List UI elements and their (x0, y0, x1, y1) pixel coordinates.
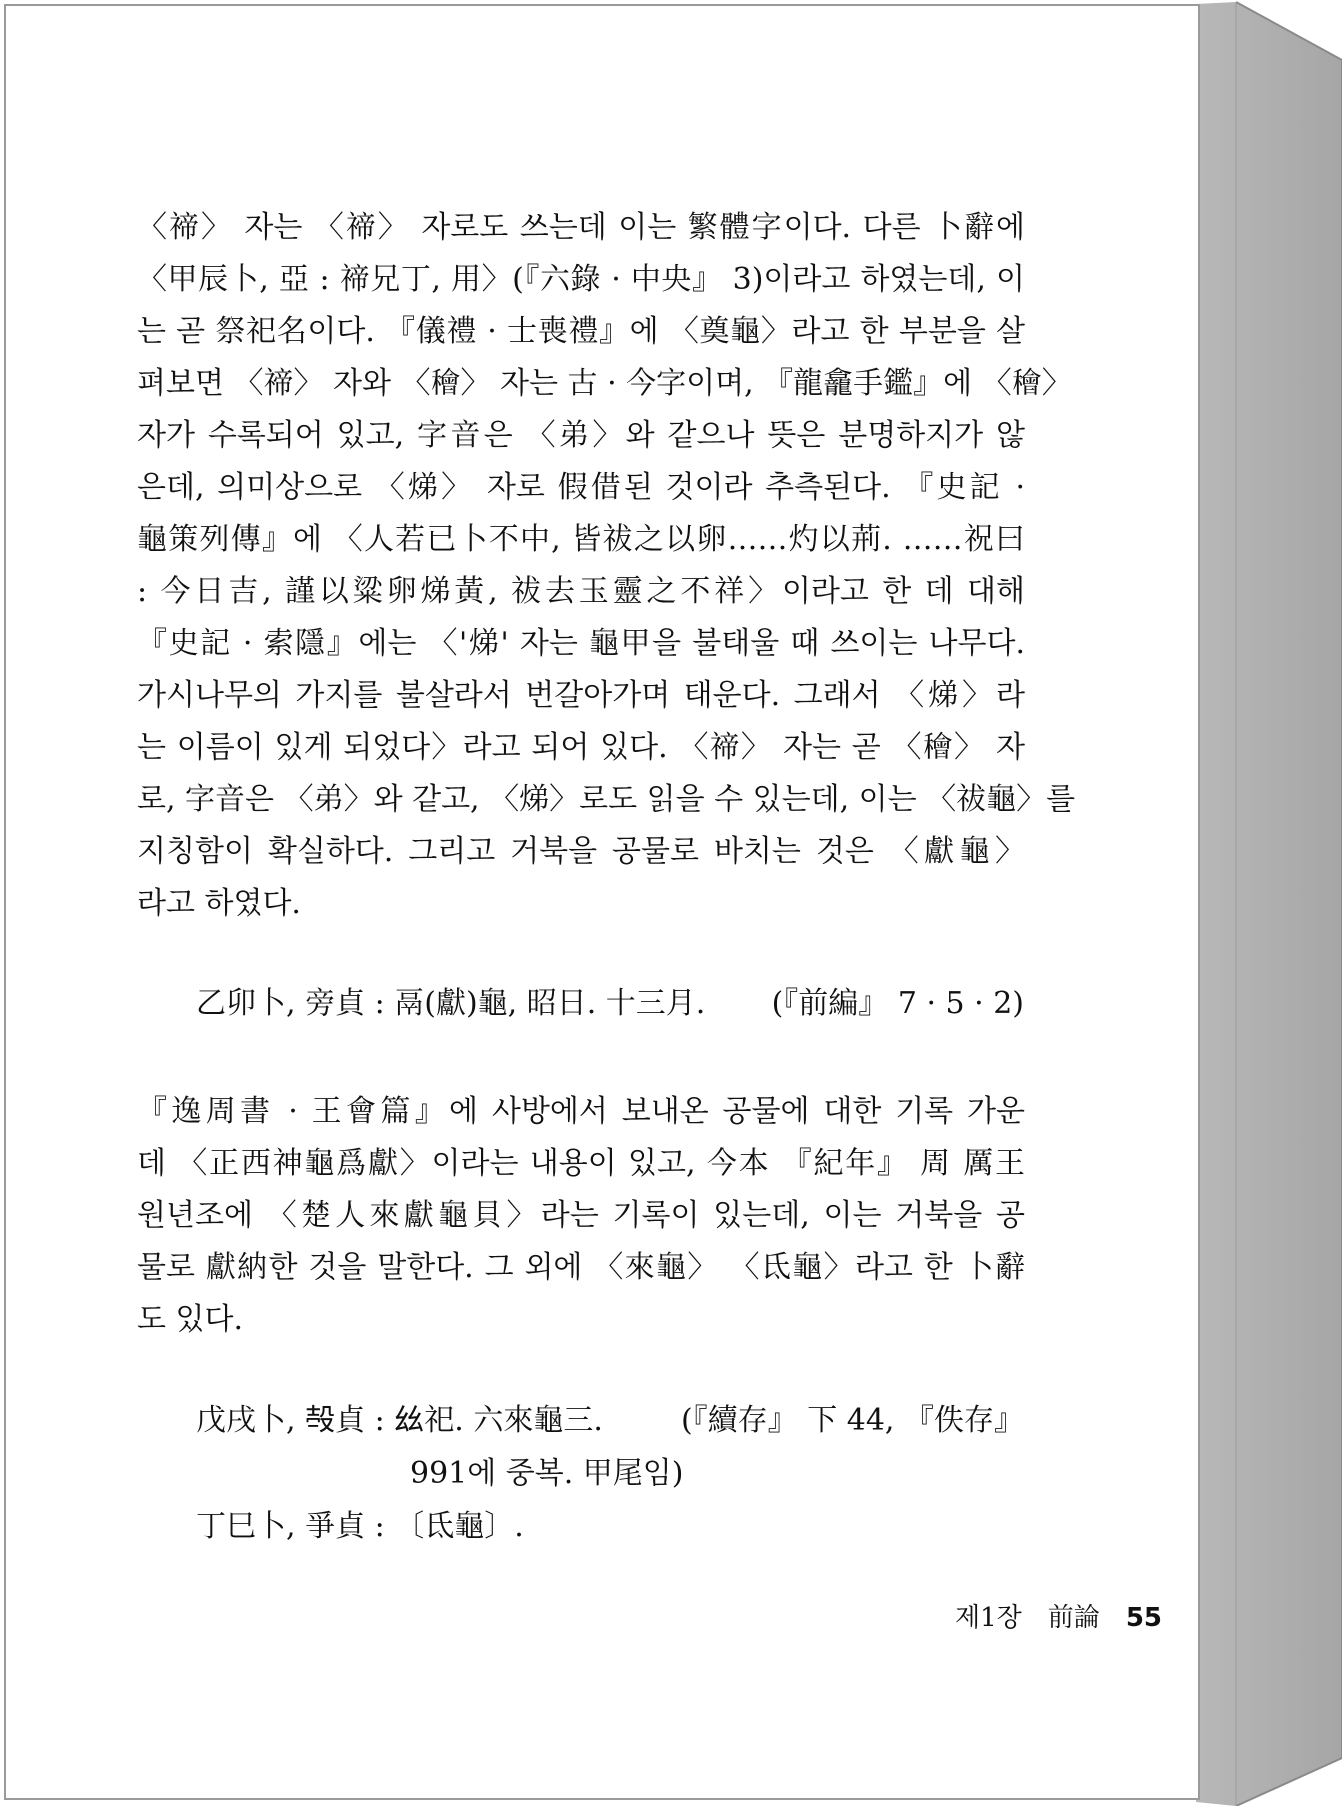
page-footer (955, 1598, 1162, 1638)
oracle-quote-2 (196, 1395, 1024, 1447)
paragraph-1-line: 〈禘〉 자는 〈禘〉 자로도 쓰는데 이는 繁體字이다. 다른 卜辭에 (137, 210, 1025, 245)
paragraph-1 (137, 202, 1076, 930)
paragraph-1-line: 로, 字音은 〈弟〉와 같고, 〈焍〉로도 읽을 수 있는데, 이는 〈祓龜〉를 (137, 782, 1076, 817)
oracle-quote-1-source: (『前編』 7 · 5 · 2) (771, 986, 1024, 1021)
paragraph-2 (137, 1086, 1025, 1346)
paragraph-1-line: 펴보면 〈禘〉 자와 〈𥢶〉 자는 古 · 今字이며, 『龍龕手鑑』에 〈𥢶〉 (137, 366, 1072, 401)
page-number: 55 (1125, 1603, 1162, 1633)
paragraph-1-line: 자가 수록되어 있고, 字音은 〈弟〉와 같으나 뜻은 분명하지가 않 (137, 418, 1025, 453)
oracle-quote-2-source: (『續存』 下 44, 『佚存』 (680, 1403, 1024, 1438)
paragraph-1-line: : 今日吉, 謹以粱卵焍黃, 祓去玉靈之不祥〉이라고 한 데 대해 (137, 574, 1025, 609)
footer-section: 前論 (1047, 1603, 1100, 1633)
oracle-quote-2-source-continuation: 991에 중복. 甲尾임) (410, 1456, 684, 1491)
paragraph-1-line: 가시나무의 가지를 불살라서 번갈아가며 태운다. 그래서 〈焍〉라 (137, 678, 1025, 713)
oracle-quote-2-text: 戊戌卜, 𣪊貞 : 𢆶祀. 六來龜三. (196, 1403, 603, 1438)
oracle-quote-1 (196, 978, 1024, 1030)
paragraph-2-line: 『逸周書 · 王會篇』에 사방에서 보내온 공물에 대한 기록 가운 (137, 1094, 1025, 1129)
oracle-quote-1-text: 乙卯卜, 旁貞 : 鬲(獻)龜, 昭日. 十三月. (196, 986, 706, 1021)
paragraph-1-line: 라고 하였다. (137, 886, 301, 921)
paragraph-1-line: 는 곧 祭祀名이다. 『儀禮 · 士喪禮』에 〈奠龜〉라고 한 부분을 살 (137, 314, 1025, 349)
paragraph-2-line: 도 있다. (137, 1302, 244, 1337)
paragraph-1-line: 지칭함이 확실하다. 그리고 거북을 공물로 바치는 것은 〈獻龜〉 (137, 834, 1025, 869)
book-edge (1196, 0, 1342, 1806)
oracle-quote-3: 丁巳卜, 爭貞 : 〔氐龜〕. (196, 1509, 524, 1544)
paragraph-1-line: 〈甲辰卜, 亞 : 禘兄丁, 用〉(『六錄 · 中央』 3)이라고 하였는데, 이 (137, 262, 1025, 297)
paragraph-2-line: 물로 獻納한 것을 말한다. 그 외에 〈來龜〉 〈氐龜〉라고 한 卜辭 (137, 1250, 1025, 1285)
paragraph-1-line: 는 이름이 있게 되었다〉라고 되어 있다. 〈禘〉 자는 곧 〈𥢶〉 자 (137, 730, 1025, 765)
footer-chapter: 제1장 (955, 1603, 1022, 1633)
paragraph-1-line: 『史記 · 索隱』에는 〈'焍' 자는 龜甲을 불태울 때 쓰이는 나무다. (137, 626, 1025, 661)
paragraph-1-line: 은데, 의미상으로 〈焍〉 자로 假借된 것이라 추측된다. 『史記 · (137, 470, 1025, 505)
paragraph-2-line: 데 〈正西神龜爲獻〉이라는 내용이 있고, 今本 『紀年』 周 厲王 (137, 1146, 1025, 1181)
paragraph-2-line: 원년조에 〈楚人來獻龜貝〉라는 기록이 있는데, 이는 거북을 공 (137, 1198, 1025, 1233)
paragraph-1-line: 龜策列傳』에 〈人若已卜不中, 皆祓之以卵……灼以荊. ……祝曰 (137, 522, 1025, 557)
